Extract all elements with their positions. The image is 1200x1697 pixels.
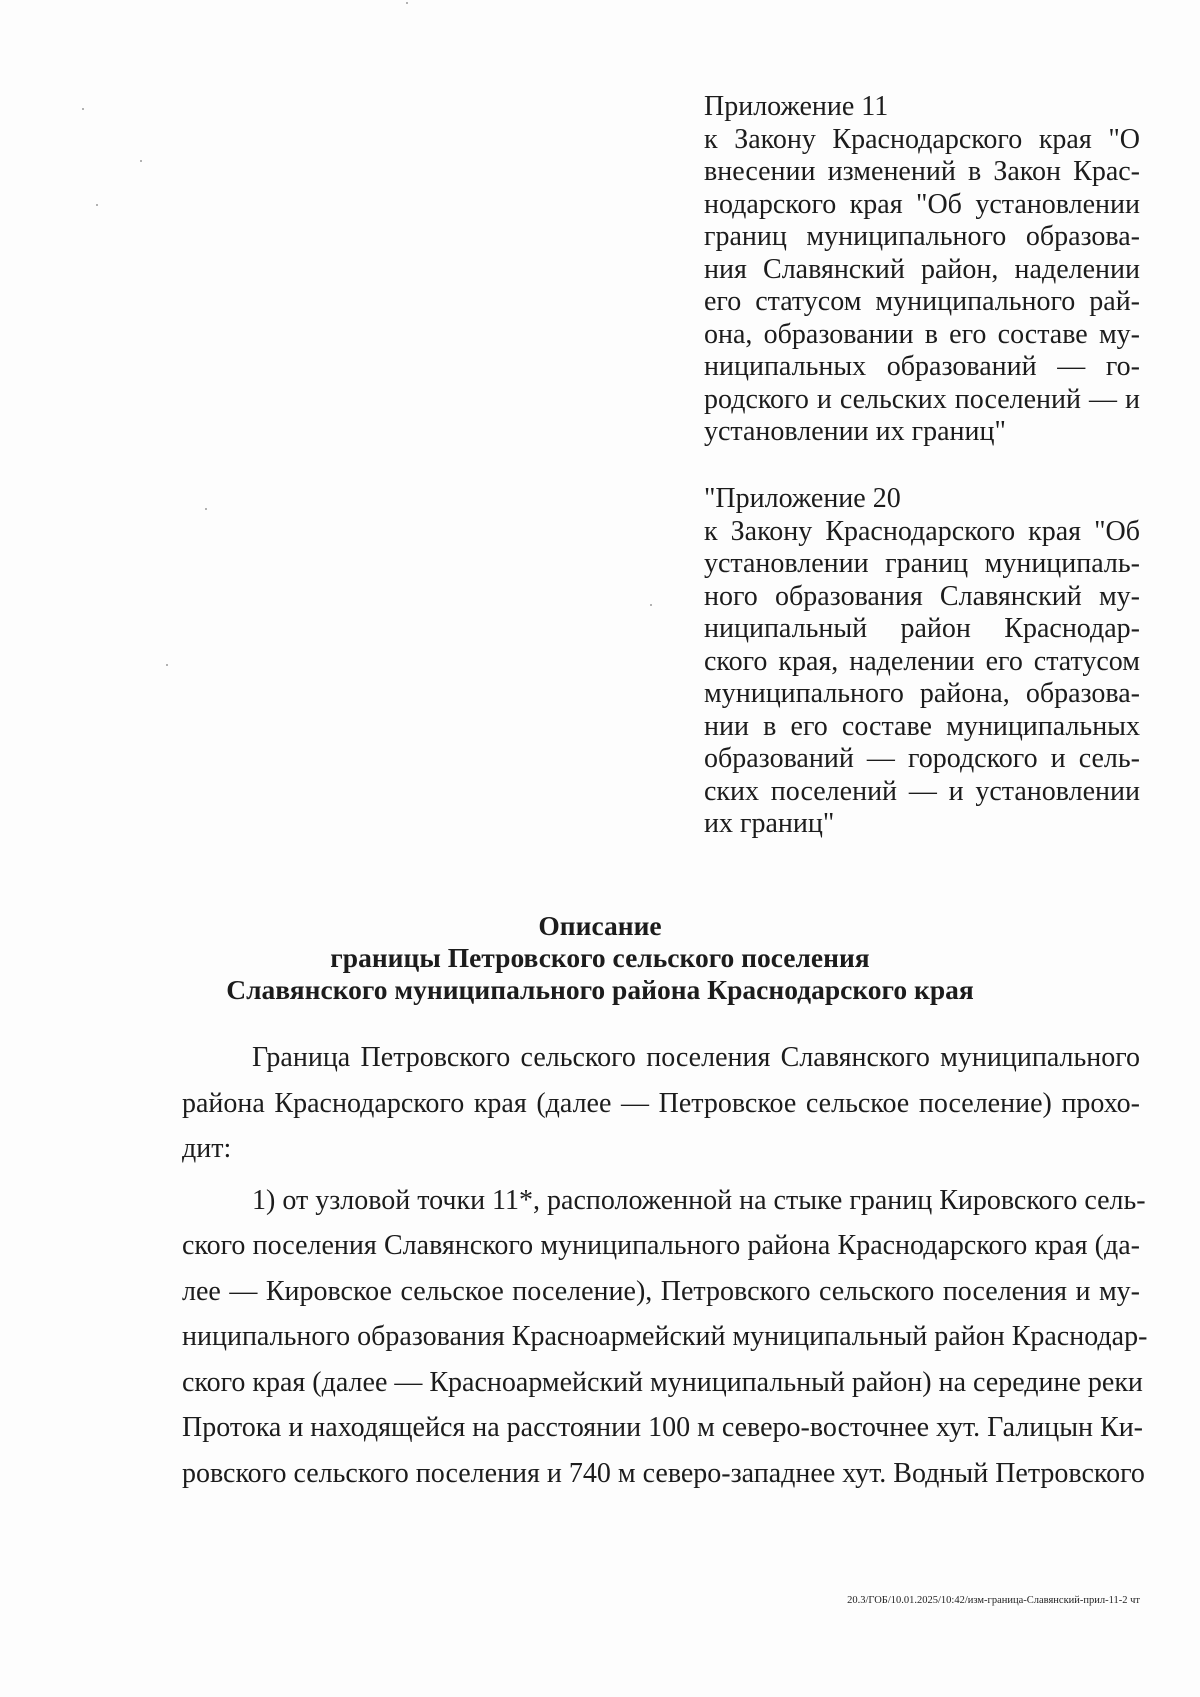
scan-speck — [205, 508, 207, 510]
appendix-11-line: внесении изменений в Закон Крас- — [704, 156, 1140, 187]
appendix-20-line: установлении границ муниципаль- — [704, 548, 1140, 579]
scan-speck — [140, 160, 142, 162]
body-line: лее — Кировское сельское поселение), Петровского сельского поселения и му- — [182, 1275, 1140, 1307]
body-line: ского края (далее — Красноармейский муниципальный район) на середине реки — [182, 1366, 1143, 1398]
scan-speck — [96, 204, 98, 206]
appendix-20-line: к Закону Краснодарского края "Об — [704, 515, 1140, 547]
scan-speck — [406, 2, 408, 4]
document-title — [0, 910, 1200, 1006]
title-line: границы Петровского сельского поселения — [330, 942, 870, 973]
appendix-20-line: ниципальный район Краснодар- — [704, 613, 1140, 644]
title-line: Описание — [538, 910, 662, 941]
appendix-11-line: установлении их границ" — [704, 416, 1006, 447]
appendix-11-line: к Закону Краснодарского края "О — [704, 123, 1140, 155]
appendix-20-line: ского края, наделении его статусом — [704, 645, 1140, 677]
body-line: ниципального образования Красноармейский муниципальный район Краснодар- — [182, 1321, 1148, 1352]
appendix-11-line: родского и сельских поселений — и — [704, 383, 1140, 415]
body-text — [182, 1035, 1148, 1496]
paragraph-point-1 — [182, 1178, 1148, 1497]
appendix-11-line: ниципальных образований — го- — [704, 351, 1140, 382]
title-line: Славянского муниципального района Краснодарского края — [226, 974, 974, 1005]
scan-speck — [166, 664, 168, 666]
appendix-11-line: она, образовании в его составе му- — [704, 318, 1140, 350]
appendix-11-caption — [704, 91, 1140, 449]
body-line: ровского сельского поселения и 740 м северо-западнее хут. Водный Петровского — [182, 1457, 1145, 1489]
scan-speck — [82, 108, 84, 110]
scan-speck — [650, 604, 652, 606]
paragraph-intro — [182, 1035, 1140, 1172]
body-line: дит: — [182, 1133, 232, 1164]
body-line: Граница Петровского сельского поселения Славянского муниципального — [252, 1042, 1140, 1073]
body-line: ского поселения Славянского муниципального района Краснодарского края (да- — [182, 1230, 1140, 1261]
appendix-20-line: "Приложение 20 — [704, 483, 901, 514]
body-line: Протока и находящейся на расстоянии 100 м северо-восточнее хут. Галицын Ки- — [182, 1412, 1144, 1443]
appendix-11-line: ния Славянский район, наделении — [704, 253, 1140, 285]
appendix-20-line: ного образования Славянский му- — [704, 580, 1140, 612]
appendix-11-line: границ муниципального образова- — [704, 221, 1140, 252]
appendix-11-line: его статусом муниципального рай- — [704, 286, 1140, 317]
appendix-20-line: их границ" — [704, 808, 835, 839]
appendix-20-line: образований — городского и сель- — [704, 743, 1140, 774]
appendix-11-line: нодарского края "Об установлении — [704, 188, 1140, 220]
appendix-11-line: Приложение 11 — [704, 91, 889, 122]
appendix-20-caption — [704, 483, 1140, 841]
footer-document-code: 20.3/ГОБ/10.01.2025/10:42/изм-граница-Славянский-прил-11-2 чт — [847, 1595, 1140, 1606]
body-line: района Краснодарского края (далее — Петровское сельское поселение) прохо- — [182, 1087, 1140, 1119]
body-line: 1) от узловой точки 11*, расположенной на стыке границ Кировского сель- — [252, 1184, 1146, 1216]
appendix-20-line: муниципального района, образова- — [704, 678, 1140, 709]
appendix-20-line: ских поселений — и установлении — [704, 775, 1140, 807]
appendix-20-line: нии в его составе муниципальных — [704, 710, 1140, 742]
